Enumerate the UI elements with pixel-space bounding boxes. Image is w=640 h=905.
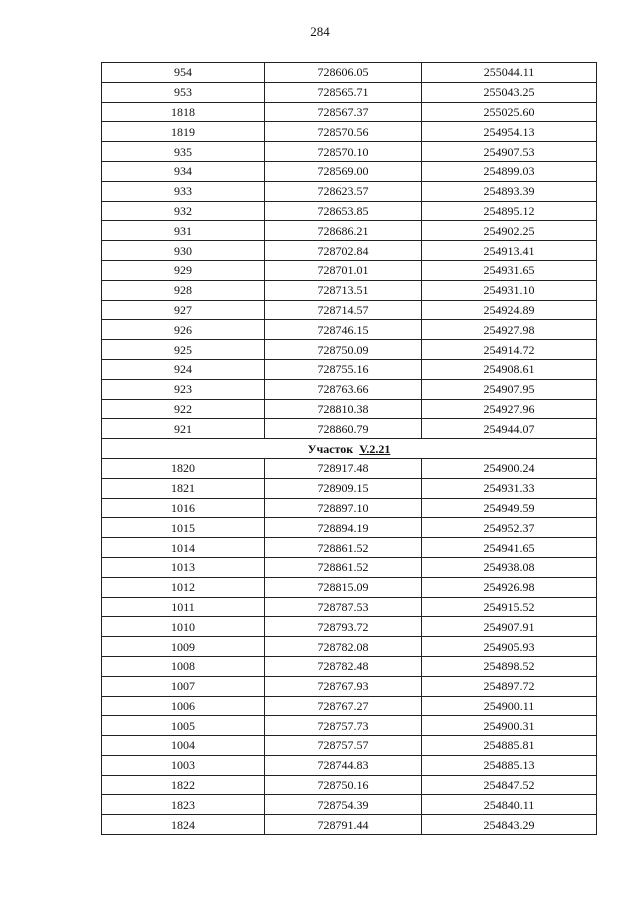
- point-number-cell: 1823: [102, 795, 265, 815]
- y-coordinate-cell: 254927.96: [422, 399, 597, 419]
- x-coordinate-cell: 728767.27: [265, 696, 422, 716]
- table-row: [102, 676, 597, 696]
- table-row: [102, 399, 597, 419]
- x-coordinate-cell: 728570.10: [265, 142, 422, 162]
- table-row: [102, 775, 597, 795]
- point-number-cell: 1820: [102, 458, 265, 478]
- y-coordinate-cell: 254944.07: [422, 419, 597, 439]
- table-row: [102, 280, 597, 300]
- table-body-after: [102, 458, 597, 834]
- point-number-cell: 927: [102, 300, 265, 320]
- x-coordinate-cell: 728894.19: [265, 518, 422, 538]
- x-coordinate-cell: 728714.57: [265, 300, 422, 320]
- point-number-cell: 931: [102, 221, 265, 241]
- point-number-cell: 1014: [102, 538, 265, 558]
- x-coordinate-cell: 728791.44: [265, 815, 422, 835]
- table-row: [102, 379, 597, 399]
- x-coordinate-cell: 728702.84: [265, 241, 422, 261]
- y-coordinate-cell: 254900.11: [422, 696, 597, 716]
- x-coordinate-cell: 728713.51: [265, 280, 422, 300]
- y-coordinate-cell: 254895.12: [422, 201, 597, 221]
- table-row: [102, 755, 597, 775]
- table-row: [102, 696, 597, 716]
- table-row: [102, 795, 597, 815]
- x-coordinate-cell: 728569.00: [265, 161, 422, 181]
- point-number-cell: 934: [102, 161, 265, 181]
- x-coordinate-cell: 728750.16: [265, 775, 422, 795]
- y-coordinate-cell: 254908.61: [422, 359, 597, 379]
- table-row: [102, 716, 597, 736]
- point-number-cell: 921: [102, 419, 265, 439]
- page-number: 284: [310, 24, 330, 39]
- table-row: [102, 458, 597, 478]
- x-coordinate-cell: 728810.38: [265, 399, 422, 419]
- table-row: [102, 478, 597, 498]
- point-number-cell: 924: [102, 359, 265, 379]
- point-number-cell: 932: [102, 201, 265, 221]
- point-number-cell: 1003: [102, 755, 265, 775]
- table-row: [102, 538, 597, 558]
- point-number-cell: 933: [102, 181, 265, 201]
- y-coordinate-cell: 254931.65: [422, 260, 597, 280]
- point-number-cell: 1822: [102, 775, 265, 795]
- point-number-cell: 928: [102, 280, 265, 300]
- y-coordinate-cell: 254952.37: [422, 518, 597, 538]
- table-row: [102, 102, 597, 122]
- x-coordinate-cell: 728763.66: [265, 379, 422, 399]
- table-row: [102, 63, 597, 83]
- x-coordinate-cell: 728754.39: [265, 795, 422, 815]
- y-coordinate-cell: 254954.13: [422, 122, 597, 142]
- y-coordinate-cell: 254927.98: [422, 320, 597, 340]
- y-coordinate-cell: 254913.41: [422, 241, 597, 261]
- point-number-cell: 923: [102, 379, 265, 399]
- y-coordinate-cell: 255043.25: [422, 82, 597, 102]
- y-coordinate-cell: 254907.53: [422, 142, 597, 162]
- x-coordinate-cell: 728653.85: [265, 201, 422, 221]
- point-number-cell: 1012: [102, 577, 265, 597]
- table-row: [102, 577, 597, 597]
- point-number-cell: 1011: [102, 597, 265, 617]
- table-row: [102, 221, 597, 241]
- y-coordinate-cell: 254900.31: [422, 716, 597, 736]
- table-row: [102, 617, 597, 637]
- y-coordinate-cell: 255025.60: [422, 102, 597, 122]
- section-header: [102, 439, 597, 459]
- y-coordinate-cell: 254926.98: [422, 577, 597, 597]
- section-code: V.2.21: [359, 441, 391, 456]
- point-number-cell: 925: [102, 340, 265, 360]
- table-body-before: [102, 63, 597, 439]
- y-coordinate-cell: 254931.33: [422, 478, 597, 498]
- point-number-cell: 1016: [102, 498, 265, 518]
- y-coordinate-cell: 254840.11: [422, 795, 597, 815]
- y-coordinate-cell: 254899.03: [422, 161, 597, 181]
- table-row: [102, 518, 597, 538]
- y-coordinate-cell: 254900.24: [422, 458, 597, 478]
- point-number-cell: 1004: [102, 736, 265, 756]
- x-coordinate-cell: 728861.52: [265, 557, 422, 577]
- point-number-cell: 922: [102, 399, 265, 419]
- table-row: [102, 736, 597, 756]
- x-coordinate-cell: 728787.53: [265, 597, 422, 617]
- y-coordinate-cell: 254905.93: [422, 637, 597, 657]
- table-row: [102, 161, 597, 181]
- x-coordinate-cell: 728565.71: [265, 82, 422, 102]
- table-row: [102, 340, 597, 360]
- x-coordinate-cell: 728744.83: [265, 755, 422, 775]
- y-coordinate-cell: 254941.65: [422, 538, 597, 558]
- x-coordinate-cell: 728606.05: [265, 63, 422, 83]
- y-coordinate-cell: 254898.52: [422, 656, 597, 676]
- point-number-cell: 1007: [102, 676, 265, 696]
- table-row: [102, 201, 597, 221]
- y-coordinate-cell: 254897.72: [422, 676, 597, 696]
- point-number-cell: 935: [102, 142, 265, 162]
- x-coordinate-cell: 728686.21: [265, 221, 422, 241]
- x-coordinate-cell: 728815.09: [265, 577, 422, 597]
- x-coordinate-cell: 728567.37: [265, 102, 422, 122]
- point-number-cell: 1013: [102, 557, 265, 577]
- point-number-cell: 1821: [102, 478, 265, 498]
- x-coordinate-cell: 728897.10: [265, 498, 422, 518]
- point-number-cell: 1009: [102, 637, 265, 657]
- x-coordinate-cell: 728917.48: [265, 458, 422, 478]
- point-number-cell: 954: [102, 63, 265, 83]
- point-number-cell: 929: [102, 260, 265, 280]
- table-row: [102, 637, 597, 657]
- y-coordinate-cell: 254914.72: [422, 340, 597, 360]
- point-number-cell: 1015: [102, 518, 265, 538]
- x-coordinate-cell: 728757.73: [265, 716, 422, 736]
- point-number-cell: 926: [102, 320, 265, 340]
- x-coordinate-cell: 728860.79: [265, 419, 422, 439]
- section-label: Участок: [307, 441, 354, 456]
- table-row: [102, 498, 597, 518]
- y-coordinate-cell: 254949.59: [422, 498, 597, 518]
- x-coordinate-cell: 728755.16: [265, 359, 422, 379]
- x-coordinate-cell: 728782.48: [265, 656, 422, 676]
- table-row: [102, 181, 597, 201]
- table-row: [102, 557, 597, 577]
- x-coordinate-cell: 728909.15: [265, 478, 422, 498]
- y-coordinate-cell: 254843.29: [422, 815, 597, 835]
- x-coordinate-cell: 728746.15: [265, 320, 422, 340]
- y-coordinate-cell: 255044.11: [422, 63, 597, 83]
- y-coordinate-cell: 254885.81: [422, 736, 597, 756]
- point-number-cell: 1008: [102, 656, 265, 676]
- section-header-row: [102, 439, 597, 459]
- table-row: [102, 320, 597, 340]
- y-coordinate-cell: 254893.39: [422, 181, 597, 201]
- table-row: [102, 241, 597, 261]
- x-coordinate-cell: 728757.57: [265, 736, 422, 756]
- y-coordinate-cell: 254907.91: [422, 617, 597, 637]
- y-coordinate-cell: 254915.52: [422, 597, 597, 617]
- section-header-group: [102, 439, 597, 459]
- x-coordinate-cell: 728570.56: [265, 122, 422, 142]
- y-coordinate-cell: 254907.95: [422, 379, 597, 399]
- table-row: [102, 656, 597, 676]
- table-row: [102, 300, 597, 320]
- table-row: [102, 597, 597, 617]
- point-number-cell: 953: [102, 82, 265, 102]
- table-row: [102, 359, 597, 379]
- point-number-cell: 1819: [102, 122, 265, 142]
- y-coordinate-cell: 254931.10: [422, 280, 597, 300]
- table-row: [102, 815, 597, 835]
- y-coordinate-cell: 254938.08: [422, 557, 597, 577]
- point-number-cell: 1824: [102, 815, 265, 835]
- y-coordinate-cell: 254902.25: [422, 221, 597, 241]
- x-coordinate-cell: 728861.52: [265, 538, 422, 558]
- x-coordinate-cell: 728701.01: [265, 260, 422, 280]
- table-row: [102, 122, 597, 142]
- y-coordinate-cell: 254847.52: [422, 775, 597, 795]
- y-coordinate-cell: 254885.13: [422, 755, 597, 775]
- point-number-cell: 1010: [102, 617, 265, 637]
- point-number-cell: 1818: [102, 102, 265, 122]
- x-coordinate-cell: 728782.08: [265, 637, 422, 657]
- x-coordinate-cell: 728793.72: [265, 617, 422, 637]
- x-coordinate-cell: 728623.57: [265, 181, 422, 201]
- point-number-cell: 1006: [102, 696, 265, 716]
- x-coordinate-cell: 728750.09: [265, 340, 422, 360]
- table-row: [102, 419, 597, 439]
- table-row: [102, 260, 597, 280]
- point-number-cell: 1005: [102, 716, 265, 736]
- point-number-cell: 930: [102, 241, 265, 261]
- y-coordinate-cell: 254924.89: [422, 300, 597, 320]
- x-coordinate-cell: 728767.93: [265, 676, 422, 696]
- table-row: [102, 82, 597, 102]
- coordinates-table: [101, 62, 597, 835]
- table-row: [102, 142, 597, 162]
